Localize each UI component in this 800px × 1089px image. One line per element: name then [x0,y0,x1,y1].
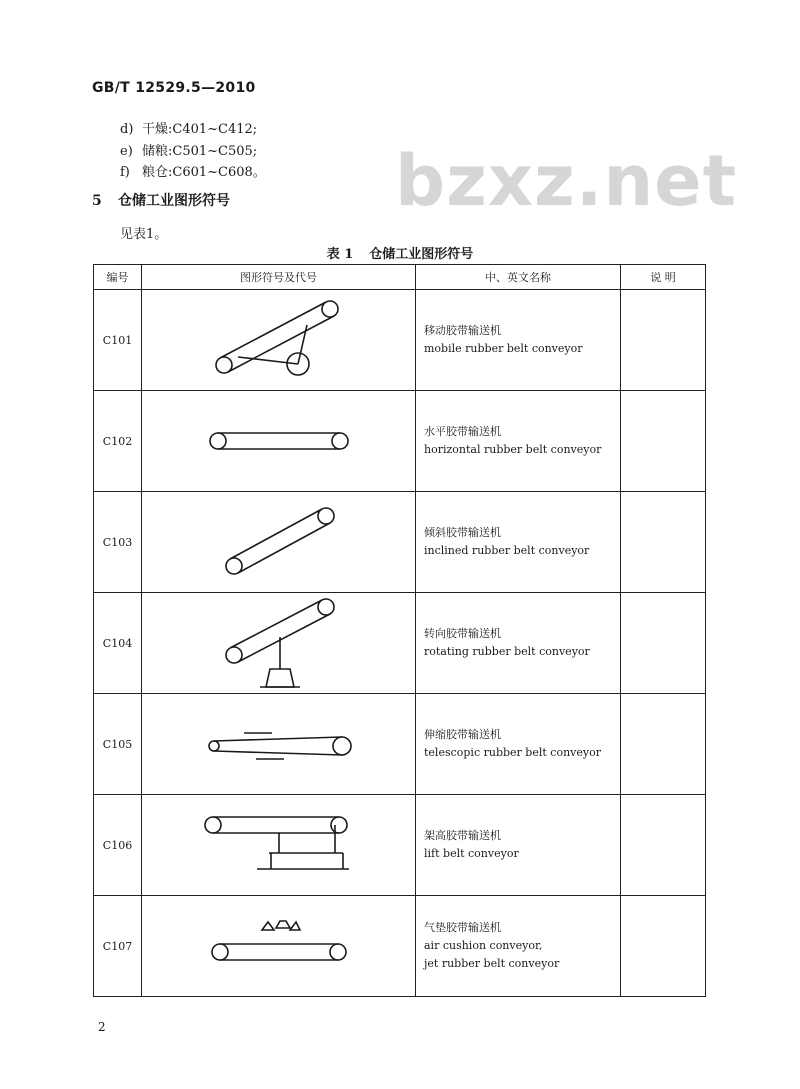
header-code: 编号 [94,265,142,290]
name-en-alt: jet rubber belt conveyor [424,957,560,970]
row-note [621,492,706,593]
list-item [120,161,266,180]
row-name [416,290,621,391]
standard-code: GB/T 12529.5—2010 [92,80,256,96]
list-marker: d) [120,122,134,137]
row-symbol [142,694,416,795]
row-note [621,290,706,391]
name-zh: 气垫胶带输送机 [424,921,501,934]
rotating-belt-conveyor-icon [204,597,354,689]
row-symbol [142,896,416,997]
row-name [416,593,621,694]
name-en: mobile rubber belt conveyor [424,342,583,355]
name-zh: 伸缩胶带输送机 [424,728,501,741]
row-note [621,896,706,997]
table-caption-title: 仓储工业图形符号 [369,247,474,262]
name-zh: 架高胶带输送机 [424,829,501,842]
inclined-belt-conveyor-icon [204,502,354,582]
row-code: C104 [94,593,142,694]
row-code: C102 [94,391,142,492]
name-en: telescopic rubber belt conveyor [424,746,601,759]
table-header-row [94,265,706,290]
header-symbol: 图形符号及代号 [142,265,416,290]
header-note: 说 明 [621,265,706,290]
table-row [94,593,706,694]
row-note [621,694,706,795]
list-item [120,118,257,137]
name-en: lift belt conveyor [424,847,519,860]
row-symbol [142,593,416,694]
name-zh: 转向胶带输送机 [424,627,501,640]
table-row [94,896,706,997]
page-number: 2 [98,1020,106,1034]
section-heading [92,190,230,210]
row-symbol [142,290,416,391]
mobile-belt-conveyor-icon [204,295,354,385]
table-row [94,290,706,391]
row-note [621,391,706,492]
name-en: horizontal rubber belt conveyor [424,443,602,456]
list-marker: f) [120,165,130,180]
row-code: C101 [94,290,142,391]
row-note [621,593,706,694]
name-en: rotating rubber belt conveyor [424,645,590,658]
row-symbol [142,391,416,492]
list-item [120,140,257,159]
see-table-text: 见表1。 [120,227,168,242]
name-en: inclined rubber belt conveyor [424,544,590,557]
row-note [621,795,706,896]
row-code: C105 [94,694,142,795]
symbol-table [93,264,706,997]
table-row [94,492,706,593]
section-number: 5 [92,193,102,209]
name-zh: 移动胶带输送机 [424,324,501,337]
row-name [416,391,621,492]
row-code: C106 [94,795,142,896]
name-zh: 水平胶带输送机 [424,425,501,438]
table-row [94,694,706,795]
air-cushion-conveyor-icon [204,918,354,974]
lift-belt-conveyor-icon [199,813,359,877]
table-caption [0,243,800,262]
list-marker: e) [120,144,133,159]
watermark: bzxz.net [395,140,738,222]
row-name [416,795,621,896]
row-symbol [142,795,416,896]
row-symbol [142,492,416,593]
table-row [94,795,706,896]
name-zh: 倾斜胶带输送机 [424,526,501,539]
list-text: 储粮:C501~C505; [142,144,258,159]
name-en: air cushion conveyor, [424,939,543,952]
row-name [416,694,621,795]
row-code: C107 [94,896,142,997]
list-text: 干燥:C401~C412; [142,122,258,137]
row-code: C103 [94,492,142,593]
list-text: 粮仓:C601~C608。 [142,165,266,180]
horizontal-belt-conveyor-icon [204,421,354,461]
section-title: 仓储工业图形符号 [118,193,230,209]
table-row [94,391,706,492]
row-name [416,896,621,997]
telescopic-belt-conveyor-icon [204,724,354,764]
table-caption-label: 表 1 [326,247,354,262]
header-name: 中、英文名称 [416,265,621,290]
row-name [416,492,621,593]
